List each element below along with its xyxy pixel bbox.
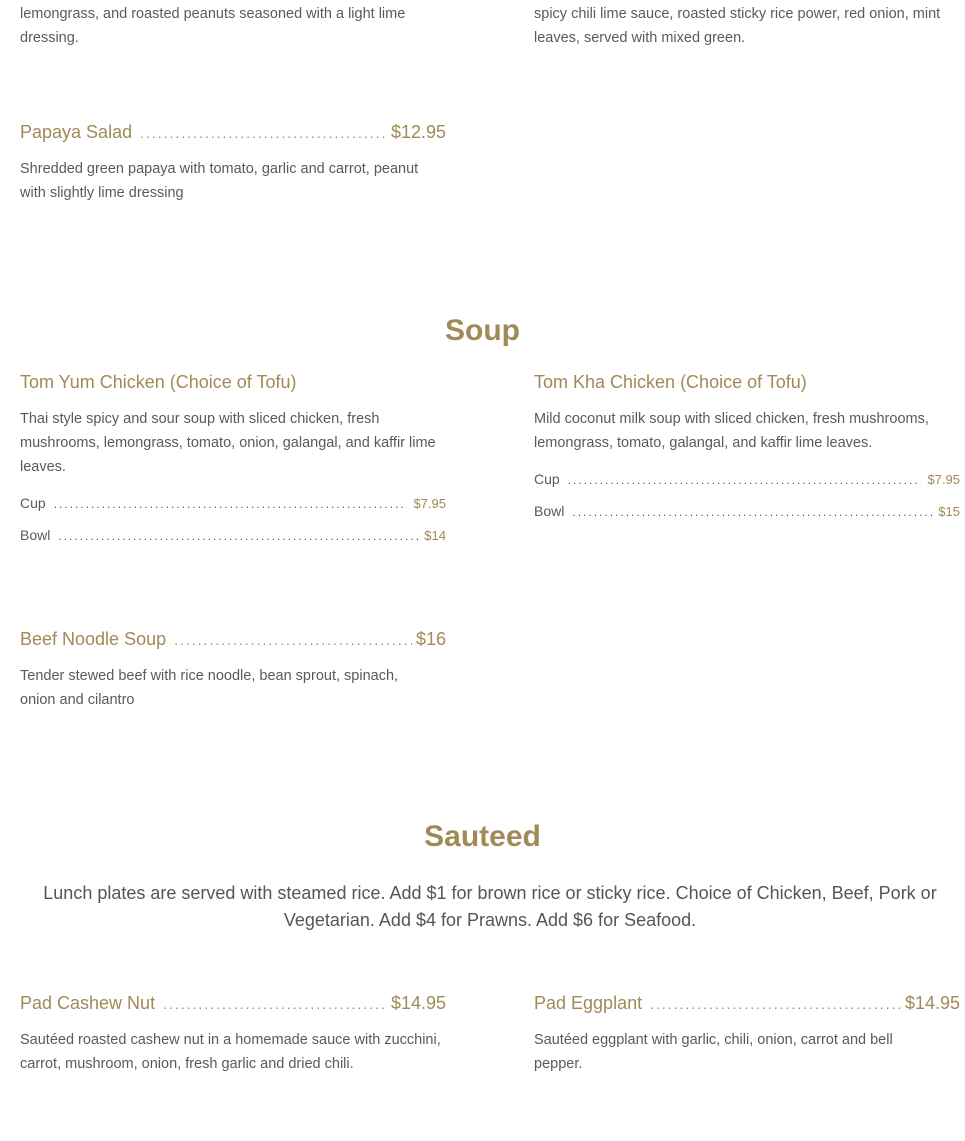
size-label: Cup — [534, 471, 560, 487]
dot-leader — [650, 996, 901, 1012]
menu-item-title-row — [20, 122, 446, 143]
size-price: $14 — [424, 528, 446, 543]
dot-leader — [568, 473, 922, 487]
menu-item-name: Papaya Salad — [20, 122, 133, 142]
menu-item-description: spicy chili lime sauce, roasted sticky rice power, red onion, mint leaves, served with mixed green. — [534, 6, 941, 46]
menu-item-title-row — [534, 993, 960, 1014]
menu-item-papaya-salad — [20, 122, 446, 205]
dot-leader — [174, 632, 412, 648]
size-price: $7.95 — [413, 496, 446, 511]
menu-item-name: Tom Yum Chicken (Choice of Tofu) — [20, 372, 297, 392]
menu-item-name: Pad Eggplant — [534, 993, 643, 1013]
menu-item-name: Beef Noodle Soup — [20, 629, 167, 649]
size-price: $7.95 — [927, 472, 960, 487]
dot-leader — [54, 497, 408, 511]
menu-item-price: $14.95 — [390, 993, 446, 1013]
size-option-bowl — [20, 527, 446, 543]
menu-item-description: Mild coconut milk soup with sliced chicken, fresh mushrooms, lemongrass, tomato, galangal, and kaffir lime leaves. — [534, 411, 929, 451]
section-title-soup: Soup — [445, 314, 520, 347]
menu-item-price: $14.95 — [904, 993, 960, 1013]
menu-item-description: Sautéed roasted cashew nut in a homemade sauce with zucchini, carrot, mushroom, onion, fresh garlic and dried chili. — [20, 1032, 441, 1072]
size-option-cup — [534, 471, 960, 487]
section-note: Lunch plates are served with steamed rice. Add $1 for brown rice or sticky rice. Choice of Chicken, Beef, Pork or Vegetarian. Add $4 for Prawns. Add $6 for Seafood. — [43, 883, 937, 930]
menu-item-title-row — [534, 372, 960, 393]
dot-leader — [163, 996, 387, 1012]
dot-leader — [140, 125, 387, 141]
menu-item-price: $16 — [415, 629, 446, 649]
menu-item-title-row — [20, 372, 446, 393]
size-label: Bowl — [20, 527, 51, 543]
menu-item-tom-yum — [20, 372, 446, 543]
size-option-cup — [20, 495, 446, 511]
menu-item-description: Tender stewed beef with rice noodle, bean sprout, spinach, onion and cilantro — [20, 668, 399, 708]
size-price: $15 — [938, 504, 960, 519]
size-label: Bowl — [534, 503, 565, 519]
menu-item-pad-cashew-nut — [20, 993, 446, 1076]
dot-leader — [572, 505, 932, 519]
menu-item-price: $12.95 — [390, 122, 446, 142]
menu-item-description: lemongrass, and roasted peanuts seasoned with a light lime dressing. — [20, 6, 406, 46]
menu-item-description: Thai style spicy and sour soup with sliced chicken, fresh mushrooms, lemongrass, tomato, onion, galangal, and kaffir lime leaves. — [20, 411, 436, 475]
section-title-sauteed: Sauteed — [424, 820, 541, 853]
menu-item-title-row — [20, 993, 446, 1014]
menu-item-pad-eggplant — [534, 993, 960, 1076]
menu-item-description: Sautéed eggplant with garlic, chili, onion, carrot and bell pepper. — [534, 1032, 893, 1072]
menu-item-name: Pad Cashew Nut — [20, 993, 156, 1013]
menu-item-tom-kha — [534, 372, 960, 519]
menu-item-title-row — [20, 629, 446, 650]
dot-leader — [58, 529, 418, 543]
size-label: Cup — [20, 495, 46, 511]
menu-item-description: Shredded green papaya with tomato, garlic and carrot, peanut with slightly lime dressing — [20, 161, 419, 201]
menu-item-name: Tom Kha Chicken (Choice of Tofu) — [534, 372, 807, 392]
menu-item-beef-noodle-soup — [20, 629, 446, 712]
size-option-bowl — [534, 503, 960, 519]
